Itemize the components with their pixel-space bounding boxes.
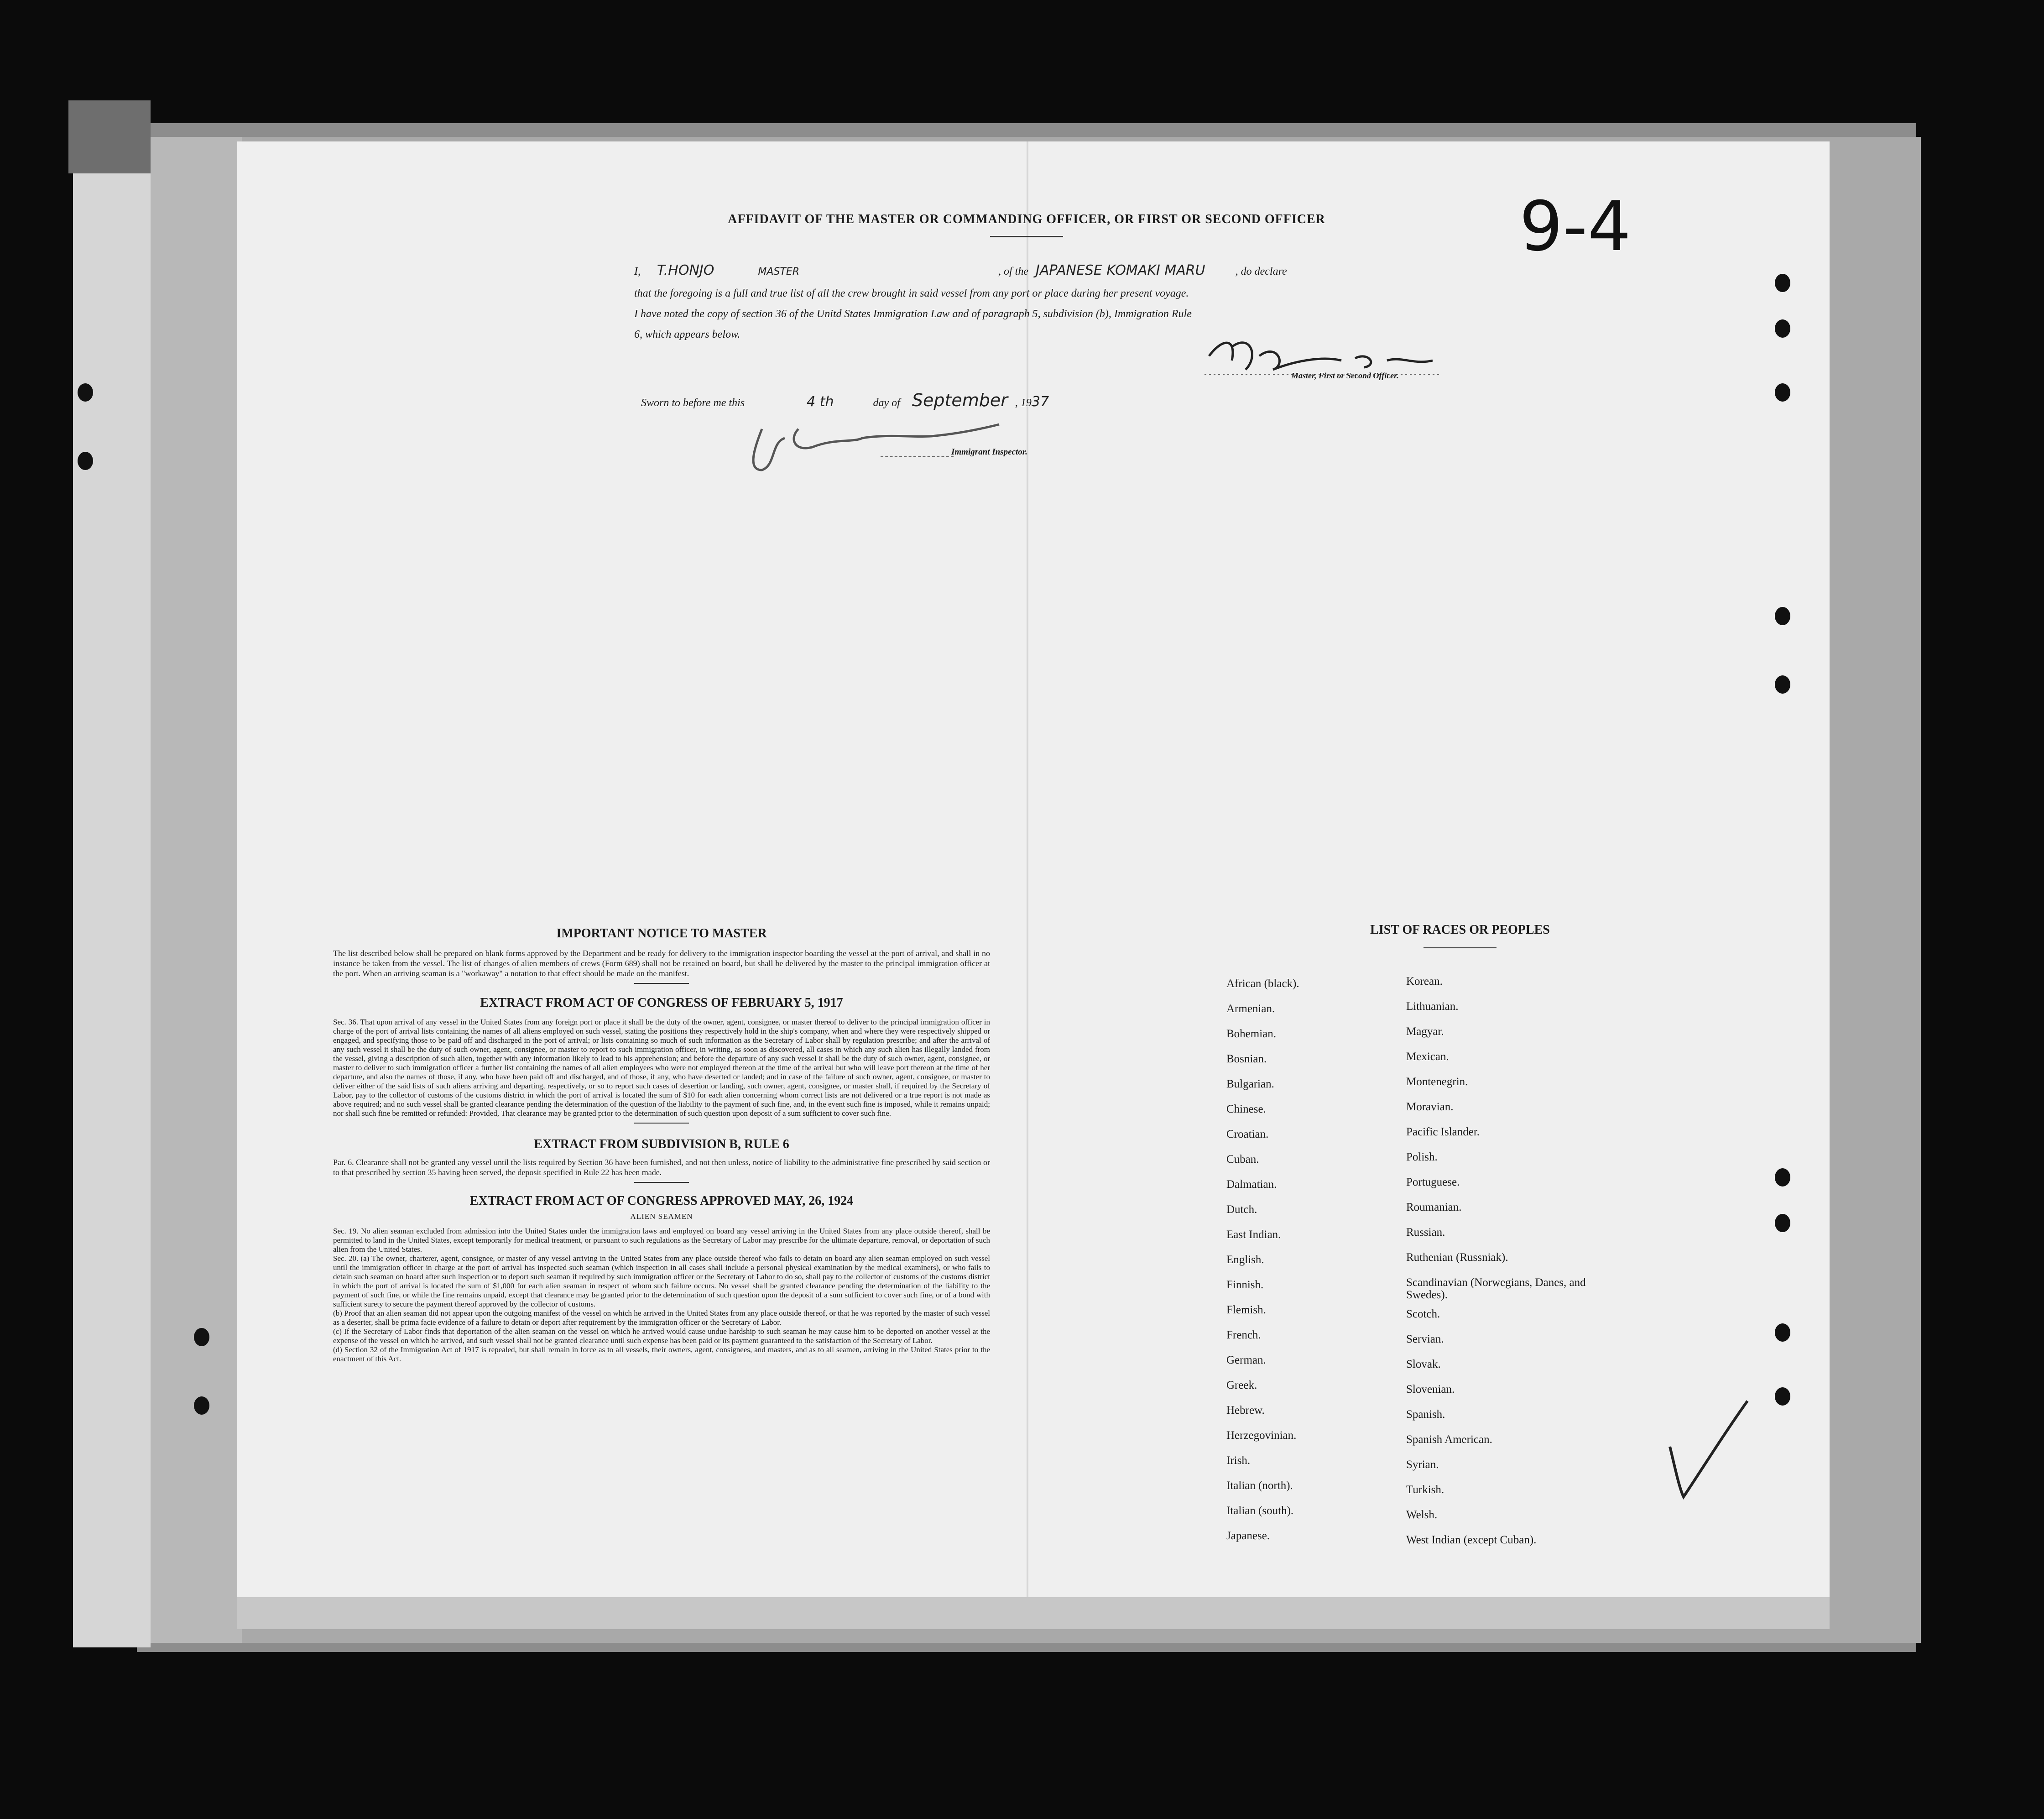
- sworn-line: [641, 390, 1280, 410]
- affidavit-title: AFFIDAVIT OF THE MASTER OR COMMANDING OFFICER, OR FIRST OR SECOND OFFICER: [728, 212, 1325, 226]
- race-item: Cuban.: [1226, 1153, 1259, 1166]
- divider: [1424, 947, 1496, 948]
- notice-title: IMPORTANT NOTICE TO MASTER: [556, 926, 767, 941]
- race-item: Montenegrin.: [1406, 1076, 1468, 1088]
- race-item: Welsh.: [1406, 1509, 1438, 1521]
- punch-hole: [1775, 1168, 1790, 1187]
- race-item: Scotch.: [1406, 1308, 1440, 1320]
- race-item: Slovenian.: [1406, 1383, 1455, 1396]
- sworn-month: September: [912, 390, 1008, 410]
- punch-hole: [194, 1328, 209, 1346]
- sworn-prefix: Sworn to before me this: [641, 397, 745, 409]
- race-item: Japanese.: [1226, 1530, 1270, 1542]
- inspector-line: [881, 456, 954, 457]
- title-divider: [990, 236, 1063, 237]
- divider: [634, 983, 689, 984]
- race-item: Magyar.: [1406, 1025, 1444, 1038]
- race-item: German.: [1226, 1354, 1266, 1366]
- sworn-day: 4 th: [807, 394, 834, 410]
- race-item: Moravian.: [1406, 1101, 1454, 1113]
- notice-text: The list described below shall be prepared on blank forms approved by the Department and be ready for delivery to the immigration inspector boarding the vessel at the port of arrival, and shall in no instance be taken from the vessel. The list of changes of alien members of crews (Form 689) shall not be retained on board, but shall be delivered by the master to the principal immigration officer at the port. When an arriving seaman is a "workaway" a notation to that effect should be made on the manifest.: [333, 949, 990, 978]
- day-of: day of: [873, 397, 900, 409]
- punch-hole: [78, 383, 93, 402]
- race-item: Servian.: [1406, 1333, 1444, 1345]
- race-item: Chinese.: [1226, 1103, 1266, 1115]
- race-item: Spanish.: [1406, 1408, 1445, 1421]
- extract-1917-title: EXTRACT FROM ACT OF CONGRESS OF FEBRUARY 5, 1917: [480, 996, 843, 1010]
- race-item: Syrian.: [1406, 1458, 1439, 1471]
- race-item: Dutch.: [1226, 1203, 1257, 1216]
- race-item: Bulgarian.: [1226, 1078, 1274, 1090]
- punch-hole: [1775, 1214, 1790, 1232]
- affidavit-of-the: , of the: [998, 266, 1029, 277]
- punch-hole: [1775, 1387, 1790, 1406]
- race-item: Armenian.: [1226, 1003, 1275, 1015]
- race-item: French.: [1226, 1329, 1261, 1341]
- inspector-signature: [744, 411, 1040, 479]
- affidavit-prefix: I,: [634, 266, 641, 277]
- year-prefix: , 19: [1015, 397, 1032, 409]
- subdiv-b-text: Par. 6. Clearance shall not be granted any vessel until the lists required by Section 36 have been furnished, and not then unless, notice of liability to the administrative fine prescribed by said section or to that prescribed by section 35 having been served, the deposit specified in Rule 22 has been made.: [333, 1158, 990, 1177]
- affidavit-line-4: 6, which appears below.: [634, 329, 740, 340]
- races-title: LIST OF RACES OR PEOPLES: [1370, 923, 1550, 937]
- race-item: Pacific Islander.: [1406, 1126, 1480, 1138]
- punch-hole: [194, 1396, 209, 1415]
- punch-hole: [1775, 274, 1790, 292]
- punch-hole: [1775, 675, 1790, 694]
- master-title: MASTER: [758, 266, 800, 277]
- punch-hole: [1775, 383, 1790, 402]
- affidavit-line-1: [634, 262, 1455, 278]
- extract-1924-subtitle: ALIEN SEAMEN: [630, 1212, 693, 1221]
- handwritten-page-number: 9-4: [1519, 187, 1631, 267]
- race-item: African (black).: [1226, 977, 1299, 990]
- race-item: Finnish.: [1226, 1279, 1264, 1291]
- races-header: [1232, 923, 1688, 948]
- master-name: T.HONJO: [657, 262, 714, 278]
- punch-hole: [1775, 1323, 1790, 1342]
- punch-hole: [78, 452, 93, 470]
- race-item: West Indian (except Cuban).: [1406, 1534, 1537, 1546]
- race-item: Mexican.: [1406, 1051, 1449, 1063]
- inspector-label: Immigrant Inspector.: [951, 447, 1027, 457]
- divider: [634, 1182, 689, 1183]
- race-item: Italian (south).: [1226, 1505, 1294, 1517]
- race-item: Irish.: [1226, 1454, 1251, 1467]
- left-margin: [151, 137, 242, 1643]
- race-item: Russian.: [1406, 1226, 1445, 1239]
- subdiv-b-title: EXTRACT FROM SUBDIVISION B, RULE 6: [534, 1137, 789, 1151]
- race-item: Roumanian.: [1406, 1201, 1462, 1213]
- race-item: East Indian.: [1226, 1228, 1281, 1241]
- punch-hole: [1775, 607, 1790, 625]
- sec-20d-text: (d) Section 32 of the Immigration Act of 1917 is repealed, but shall remain in force as to all vessels, their owners, agent, consignees, and masters, and as to all seamen, arriving in the United States prior to the enactment of this Act.: [333, 1345, 990, 1363]
- extract-1924-title: EXTRACT FROM ACT OF CONGRESS APPROVED MAY, 26, 1924: [469, 1194, 854, 1208]
- divider: [634, 1123, 689, 1124]
- race-item: Ruthenian (Russniak).: [1406, 1251, 1508, 1264]
- legal-column: [333, 926, 990, 1364]
- vessel-name: JAPANESE KOMAKI MARU: [1036, 262, 1205, 278]
- affidavit-line-2: that the foregoing is a full and true list of all the crew brought in said vessel from any port or place during her present voyage.: [634, 287, 1189, 299]
- binder-strip: [68, 100, 151, 173]
- races-column-2: [1406, 969, 1598, 1552]
- race-item: Polish.: [1406, 1151, 1438, 1163]
- race-item: Herzegovinian.: [1226, 1429, 1297, 1442]
- race-item: Spanish American.: [1406, 1433, 1492, 1446]
- race-item: Italian (north).: [1226, 1479, 1293, 1492]
- signature-label: Master, First or Second Officer.: [1291, 371, 1399, 380]
- affidavit-do-declare: , do declare: [1235, 266, 1287, 277]
- race-item: Bohemian.: [1226, 1028, 1277, 1040]
- race-item: Scandinavian (Norwegians, Danes, and Swedes).: [1406, 1276, 1586, 1301]
- race-item: Turkish.: [1406, 1484, 1444, 1496]
- race-item: Hebrew.: [1226, 1404, 1265, 1417]
- race-item: Korean.: [1406, 975, 1443, 988]
- race-item: Flemish.: [1226, 1304, 1266, 1316]
- races-column-1: [1226, 971, 1391, 1548]
- sec-19-text: Sec. 19. No alien seaman excluded from admission into the United States under the immigration laws and employed on board any vessel arriving in the United States from any place outside thereof, shall be permitted to land in the United States, except temporarily for medical treatment, or pursuant to such regulations as the Secretary of Labor may prescribe for the ultimate departure, removal, or deportation of such alien from the United States.: [333, 1227, 990, 1254]
- race-item: Dalmatian.: [1226, 1178, 1277, 1191]
- sec-20a-text: Sec. 20. (a) The owner, charterer, agent, consignee, or master of any vessel arriving in the United States from any place outside thereof who fails to detain on board any alien seaman employed on such vessel until the immigration officer in charge at the port of arrival has inspected such seaman (which inspection in all cases shall include a personal physical examination by the medical examiners), or who fails to detain such seaman on board after such inspection or to deport such seaman if required by such immigration officer or the Secretary of Labor to do so, shall pay to the collector of customs of the customs district in which the port of arrival is located the sum of $1,000 for each alien seaman in respect of whom such failure occurs. No vessel shall be granted clearance pending the determination of the liability to the payment of such fine, or while the fine remains unpaid, except that clearance may be granted prior to the determination of such question upon the deposit of a sum sufficient to cover such fine, or of a bond with sufficient surety to secure the payment thereof approved by the collector of customs.: [333, 1254, 990, 1308]
- race-item: Bosnian.: [1226, 1053, 1267, 1065]
- punch-hole: [1775, 319, 1790, 338]
- race-item: Croatian.: [1226, 1128, 1269, 1140]
- sec-20c-text: (c) If the Secretary of Labor finds that deportation of the alien seaman on the vessel on which he arrived would cause undue hardship to such seaman he may cause him to be deported on another vessel at the expense of the vessel on which he arrived, and such vessel shall not be granted clearance until such expense has been paid or its payment guaranteed to the satisfaction of the Secretary of Labor.: [333, 1327, 990, 1345]
- race-item: Greek.: [1226, 1379, 1257, 1391]
- page-fold: [1027, 141, 1028, 1597]
- page-edge: [237, 1597, 1830, 1629]
- check-mark: [1661, 1396, 1752, 1506]
- affidavit-header: [639, 212, 1414, 237]
- extract-1917-text: Sec. 36. That upon arrival of any vessel in the United States from any foreign port or place it shall be the duty of the owner, agent, consignee, or master thereof to deliver to the principal immigration officer in charge of the port of arrival lists containing the names of all aliens employed on such vessel, stating the positions they respectively hold in the ship's company, when and where they were respectively shipped or engaged, and specifying those to be paid off and discharged in the port of arrival; or lists containing so much of such information as the Secretary of Labor shall by regulation prescribe; and after the arrival of any such vessel it shall be the duty of such owner, agent, consignee, or master to report to such immigration officer, in writing, as soon as discovered, all cases in which any such alien has illegally landed from the vessel, giving a description of such alien, together with any information likely to lead to his apprehension; and before the departure of any such vessel it shall be the duty of such owner, agent, consignee, or master to deliver to such immigration officer a further list containing the names of all alien employees who were not employed thereon at the time of the arrival but who will leave port thereon at the time of her departure, and also the names of those, if any, who have been paid off and discharged, and of those, if any, who have deserted or landed; and in case of the failure of such owner, agent, consignee, or master to deliver either of the said lists of such aliens arriving and departing, respectively, or so to report such cases of desertion or landing, such owner, agent, consignee, or master shall, if required by the Secretary of Labor, pay to the collector of customs of the customs district in which the port of arrival is located the sum of $10 for each alien concerning whom correct lists are not delivered or a true report is not made as above required; and no such vessel shall be granted clearance pending the determination of the question of the liability to the payment of such fine, and, in the event such fine is imposed, while it remains unpaid; nor shall such fine be remitted or refunded: Provided, That clearance may be granted prior to the determination of such question upon deposit of a sum sufficient to cover such fine.: [333, 1018, 990, 1118]
- race-item: Portuguese.: [1406, 1176, 1460, 1188]
- sec-20b-text: (b) Proof that an alien seaman did not appear upon the outgoing manifest of the vessel on which he arrived in the United States from any place outside thereof, or that he was reported by the master of such vessel as a deserter, shall be prima facie evidence of a failure to detain or deport after requirement by the immigration officer or the Secretary of Labor.: [333, 1309, 990, 1327]
- race-item: English.: [1226, 1254, 1264, 1266]
- sworn-year: 37: [1031, 394, 1049, 410]
- race-item: Lithuanian.: [1406, 1000, 1459, 1013]
- race-item: Slovak.: [1406, 1358, 1441, 1370]
- affidavit-line-3: I have noted the copy of section 36 of the Unitd States Immigration Law and of paragraph 5, subdivision (b), Immigration Rule: [634, 308, 1192, 320]
